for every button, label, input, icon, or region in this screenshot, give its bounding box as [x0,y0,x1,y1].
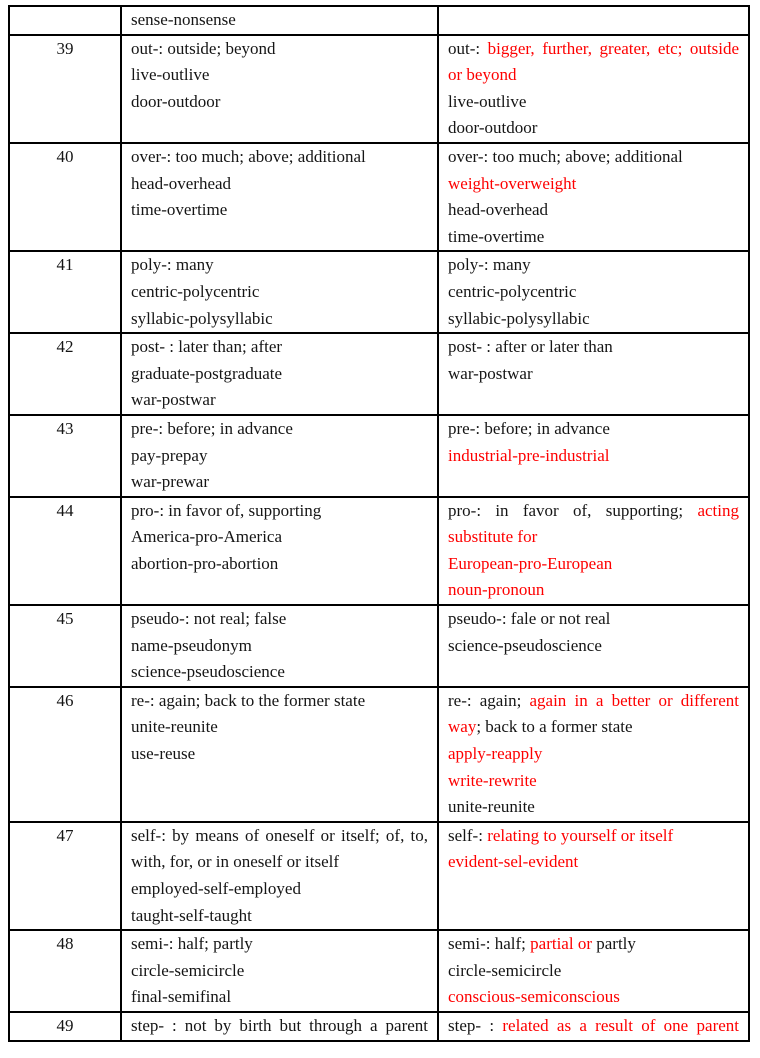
text-segment: unite-reunite [448,797,535,817]
text-line [448,794,739,821]
original-cell [121,143,438,251]
text-segment: pseudo-: not real; false [131,609,287,629]
text-segment: war-postwar [448,363,533,383]
text-line [131,958,428,985]
row-number-cell: 39 [9,35,121,143]
text-line [448,606,739,633]
text-segment: war-prewar [131,472,209,492]
original-cell [121,6,438,35]
revision-text-segment: bigger, further, greater, etc; outside or beyond [448,38,740,85]
text-segment: time-overtime [131,200,228,220]
table-row [9,497,749,605]
revision-text-segment: related as a result of one parent [502,1015,739,1035]
row-number-cell: 47 [9,822,121,930]
original-cell [121,1012,438,1041]
table-row [9,415,749,497]
text-line [448,443,739,470]
text-line [448,958,739,985]
text-line [131,197,428,224]
text-segment: out-: [448,38,488,58]
text-segment: head-overhead [131,173,232,193]
table-row [9,6,749,35]
text-line [131,89,428,116]
text-line [448,89,739,116]
revision-text-segment: industrial-pre-industrial [448,445,610,465]
text-segment: war-postwar [131,390,216,410]
text-line [131,144,428,171]
revised-cell [438,497,749,605]
revision-text-segment: acting substitute for [448,500,739,547]
text-segment: semi-: half; partly [131,934,253,954]
text-line [448,279,739,306]
text-line [131,903,428,930]
text-segment: self-: [448,825,488,845]
table-row [9,251,749,333]
text-segment: pre-: before; in advance [131,418,293,438]
text-segment: syllabic-polysyllabic [131,308,273,328]
text-segment: employed-self-employed [131,879,301,898]
text-line [131,551,428,578]
revision-text-segment: relating to yourself or itself [487,825,674,845]
text-line [448,416,739,443]
table-row [9,143,749,251]
text-line [131,688,428,715]
text-line [448,768,739,795]
text-segment: over-: too much; above; additional [131,146,366,166]
revised-cell [438,251,749,333]
text-segment: science-pseudoscience [448,635,602,655]
original-cell [121,35,438,143]
text-line [131,469,428,496]
revision-text-segment: evident-sel-evident [448,852,579,872]
text-line [448,171,739,198]
original-cell [121,497,438,605]
text-line [448,1013,739,1040]
text-segment: live-outlive [131,65,210,85]
text-segment: poly-: many [131,255,214,275]
text-segment: re-: again; [448,690,530,710]
text-line [448,633,739,660]
text-line [131,62,428,89]
text-line [131,633,428,660]
text-line [131,7,428,34]
row-number-cell: 41 [9,251,121,333]
text-segment: post- : later than; after [131,337,283,357]
text-line [131,524,428,551]
text-segment: re-: again; back to the former state [131,690,366,710]
text-line [448,197,739,224]
text-line [448,224,739,251]
text-line [448,306,739,333]
text-segment: out-: outside; beyond [131,38,276,58]
text-segment: pre-: before; in advance [448,418,610,438]
text-line [131,659,428,686]
text-line [131,931,428,958]
text-segment: self-: by means of oneself or itself; of, to, with, for, or in oneself or itself [131,825,428,872]
text-segment: unite-reunite [131,717,218,737]
revised-cell [438,930,749,1012]
text-segment: abortion-pro-abortion [131,553,279,573]
text-segment: semi-: half; [448,934,531,954]
text-line [448,931,739,958]
original-cell [121,930,438,1012]
table-row [9,35,749,143]
text-line [131,252,428,279]
original-cell [121,605,438,687]
revision-text-segment: noun-pronoun [448,580,545,600]
revised-cell [438,415,749,497]
original-cell [121,251,438,333]
text-segment: centric-polycentric [448,281,577,301]
text-segment: centric-polycentric [131,281,260,301]
text-line [131,36,428,63]
revised-cell [438,333,749,415]
text-line [131,279,428,306]
row-number-cell: 42 [9,333,121,415]
row-number-cell [9,6,121,35]
text-line [131,606,428,633]
text-segment: post- : after or later than [448,337,613,357]
text-line [448,551,739,578]
text-line [448,334,739,361]
text-line [131,984,428,1011]
row-number-cell: 49 [9,1012,121,1041]
row-number-cell: 48 [9,930,121,1012]
text-line [448,823,739,850]
table-row [9,605,749,687]
text-line [448,498,739,551]
text-segment: poly-: many [448,255,531,275]
text-line [448,984,739,1011]
text-segment: science-pseudoscience [131,662,285,682]
text-line [448,577,739,604]
row-number-cell: 43 [9,415,121,497]
text-line [131,306,428,333]
text-line [131,416,428,443]
revised-cell [438,143,749,251]
text-segment: step- : not by birth but through a parent [131,1015,428,1035]
text-segment: pseudo-: fale or not real [448,609,611,629]
text-line [448,144,739,171]
text-line [448,115,739,142]
text-segment: live-outlive [448,91,527,111]
text-segment: door-outdoor [131,91,221,111]
text-line [131,387,428,414]
text-segment: time-overtime [448,226,545,246]
text-segment: circle-semicircle [131,960,245,980]
text-segment: head-overhead [448,200,549,220]
row-number-cell: 40 [9,143,121,251]
text-line [131,714,428,741]
text-segment: ; back to a former state [476,717,633,737]
text-segment: over-: too much; above; additional [448,146,683,166]
revision-text-segment: conscious-semiconscious [448,987,620,1007]
revision-text-segment: weight-overweight [448,173,577,193]
text-line [448,36,739,89]
text-line [131,741,428,768]
text-segment: step- : [448,1015,503,1035]
row-number-cell: 45 [9,605,121,687]
text-segment: door-outdoor [448,118,538,138]
revised-cell [438,687,749,822]
table-row [9,687,749,822]
revision-text-segment: write-rewrite [448,770,537,790]
text-line [448,849,739,876]
text-line [448,741,739,768]
table-row [9,930,749,1012]
original-cell [121,415,438,497]
revised-cell [438,605,749,687]
text-segment: final-semifinal [131,987,232,1007]
text-segment: name-pseudonym [131,635,252,655]
text-line [131,443,428,470]
original-cell [121,333,438,415]
text-segment: partly [592,934,636,954]
row-number-cell: 46 [9,687,121,822]
table-row [9,822,749,930]
text-segment: pay-prepay [131,445,208,465]
revision-text-segment: partial or [530,934,592,954]
text-segment: pro-: in favor of, supporting [131,500,322,520]
text-line [131,171,428,198]
text-segment: use-reuse [131,744,196,764]
text-segment: America-pro-America [131,527,283,547]
revision-text-segment: European-pro-European [448,553,613,573]
original-cell [121,822,438,930]
text-line [131,498,428,525]
revision-text-segment: again in a better or different way [448,690,739,737]
text-line [131,1013,428,1040]
revised-cell [438,6,749,35]
text-segment: graduate-postgraduate [131,363,283,383]
text-line [448,361,739,388]
text-segment: syllabic-polysyllabic [448,308,590,328]
prefix-table-body [9,6,749,1041]
text-line [131,334,428,361]
revision-text-segment: apply-reapply [448,744,543,764]
table-row [9,1012,749,1041]
row-number-cell: 44 [9,497,121,605]
text-segment: taught-self-taught [131,905,252,925]
revised-cell [438,822,749,930]
revised-cell [438,1012,749,1041]
original-cell [121,687,438,822]
table-row [9,333,749,415]
text-line [448,252,739,279]
text-segment: sense-nonsense [131,10,236,29]
text-line [131,876,428,903]
text-segment: circle-semicircle [448,960,562,980]
text-line [131,823,428,876]
text-line [448,688,739,741]
text-segment: pro-: in favor of, supporting; [448,500,698,520]
revised-cell [438,35,749,143]
text-line [131,361,428,388]
prefix-table [8,5,750,1042]
